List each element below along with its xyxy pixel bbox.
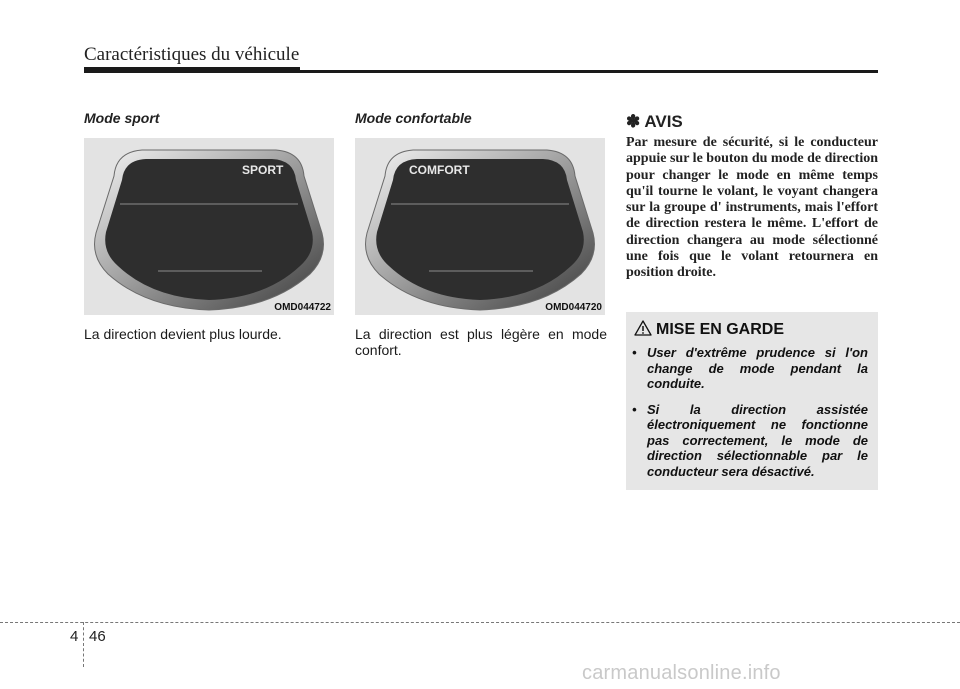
comfort-display-label: COMFORT [409,163,470,177]
sport-figure-code: OMD044722 [274,302,331,313]
sport-display-illustration [84,138,334,315]
watermark: carmanualsonline.info [582,662,781,684]
sport-mode-title: Mode sport [84,110,160,126]
sport-mode-figure [84,138,334,315]
warning-item [632,345,868,392]
sport-display-label: SPORT [242,163,284,177]
comfort-mode-caption: La direction est plus légère en mode confort. [355,326,607,358]
avis-body: Par mesure de sécurité, si le conducteur appuie sur le bouton du mode de direction pour changer le mode en même temps qu'il tourne le volant, le voyant changera sur la groupe d' instruments, mais l'effort de direction restera le même. L'effort de direction changera au mode sélectionné une fois que le volant retournera en position droite. [626,135,878,281]
chapter-number: 4 [70,628,79,645]
bullet-icon: • [632,345,637,360]
header-rule [84,70,878,73]
avis-title: ✽ AVIS [626,112,683,131]
page-number: 46 [89,628,106,645]
sport-mode-caption: La direction devient plus lourde. [84,326,282,342]
footer-divider [0,622,960,623]
warning-title: MISE EN GARDE [656,321,785,338]
footer-vertical-divider [83,622,84,667]
warning-triangle-icon [634,320,652,336]
comfort-mode-title: Mode confortable [355,110,472,126]
comfort-display-illustration [355,138,605,315]
header-title: Caractéristiques du véhicule [84,44,300,65]
warning-item [632,402,868,480]
warning-item-text: Si la direction assistée électroniquement ne fonctionne pas correctement, le mode de direction sélectionnable par le conducteur sera désactivé. [647,401,868,479]
comfort-mode-figure [355,138,605,315]
bullet-icon: • [632,401,637,417]
warning-item-text: User d'extrême prudence si l'on change de mode pendant la conduite. [647,345,868,391]
warning-list [632,345,868,489]
warning-box [626,312,878,490]
comfort-figure-code: OMD044720 [545,302,602,313]
